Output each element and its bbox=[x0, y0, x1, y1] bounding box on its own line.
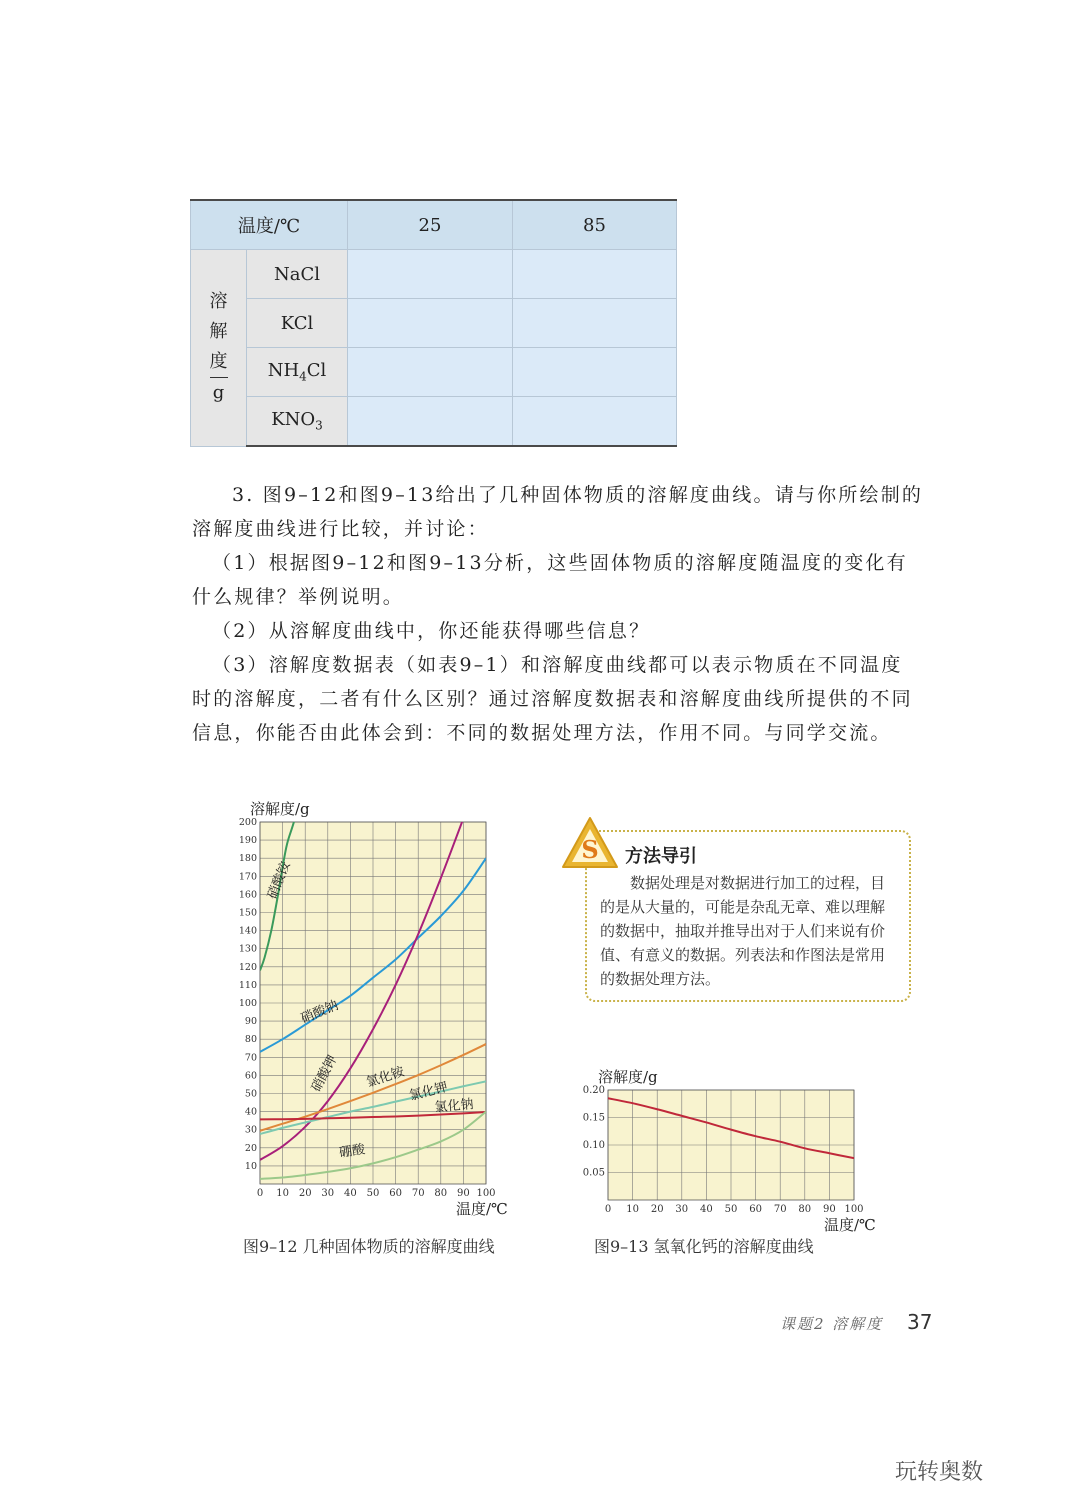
x-tick-label: 80 bbox=[434, 1188, 448, 1199]
q3-line: 时的溶解度，二者有什么区别？通过溶解度数据表和溶解度曲线所提供的不同 bbox=[192, 688, 913, 710]
header-85: 85 bbox=[513, 200, 677, 250]
x-tick-label: 50 bbox=[366, 1188, 380, 1199]
series-label: 硝酸铵 bbox=[265, 859, 294, 902]
series-label: 氯化钠 bbox=[433, 1097, 475, 1116]
x-tick-label: 0 bbox=[256, 1188, 264, 1199]
row-kcl: KCl bbox=[247, 299, 348, 348]
header-25: 25 bbox=[348, 200, 513, 250]
footer-lesson: 课题2 溶解度 bbox=[780, 1315, 884, 1333]
row-nacl: NaCl bbox=[247, 250, 348, 299]
x-tick-label: 40 bbox=[700, 1204, 713, 1215]
y-tick-label: 30 bbox=[244, 1124, 257, 1136]
x-tick-label: 40 bbox=[344, 1188, 357, 1199]
label-char: 度 bbox=[210, 347, 228, 378]
x-axis-label: 温度/℃ bbox=[456, 1200, 508, 1218]
cell-empty bbox=[348, 348, 513, 397]
intro-line: 3. 图9–12和图9–13给出了几种固体物质的溶解度曲线。请与你所绘制的 bbox=[232, 484, 924, 506]
y-tick-label: 60 bbox=[244, 1070, 257, 1082]
x-tick-label: 30 bbox=[675, 1204, 689, 1215]
solubility-table bbox=[190, 199, 677, 447]
y-tick-label: 120 bbox=[238, 961, 257, 973]
x-tick-label: 10 bbox=[276, 1188, 289, 1199]
tip-title: 方法导引 bbox=[625, 846, 697, 867]
y-tick-label: 190 bbox=[238, 835, 257, 847]
y-tick-label: 40 bbox=[244, 1106, 257, 1118]
series-label: 硝酸钠 bbox=[298, 998, 341, 1027]
calcium-hydroxide-chart bbox=[578, 1060, 878, 1234]
q2-line: （2）从溶解度曲线中，你还能获得哪些信息？ bbox=[212, 620, 651, 642]
cell-empty bbox=[513, 250, 677, 299]
cell-empty bbox=[513, 397, 677, 447]
solubility-label bbox=[191, 250, 247, 447]
y-tick-label: 110 bbox=[238, 979, 257, 991]
x-tick-label: 70 bbox=[773, 1204, 787, 1215]
x-tick-label: 90 bbox=[823, 1204, 836, 1215]
x-tick-label: 10 bbox=[626, 1204, 639, 1215]
label-char: 溶 bbox=[209, 291, 228, 313]
y-tick-label: 200 bbox=[238, 817, 257, 828]
x-axis-label: 温度/℃ bbox=[824, 1216, 876, 1234]
y-tick-label: 10 bbox=[244, 1160, 257, 1172]
svg-text:S: S bbox=[581, 835, 599, 864]
y-tick-label: 140 bbox=[238, 925, 257, 937]
x-tick-label: 20 bbox=[650, 1204, 664, 1215]
y-tick-label: 130 bbox=[238, 943, 257, 955]
cell-empty bbox=[513, 299, 677, 348]
x-tick-label: 100 bbox=[476, 1188, 496, 1199]
y-tick-label: 180 bbox=[238, 853, 257, 865]
row-nh4cl: $NH_4Cl$ bbox=[247, 348, 348, 397]
y-tick-label: 0.20 bbox=[582, 1085, 605, 1096]
grid bbox=[260, 822, 486, 1184]
figure-caption-9-12: 图9–12 几种固体物质的溶解度曲线 bbox=[243, 1237, 495, 1256]
x-tick-label: 70 bbox=[411, 1188, 425, 1199]
cell-empty bbox=[348, 397, 513, 447]
question-text bbox=[192, 478, 932, 750]
y-tick-label: 160 bbox=[238, 889, 257, 901]
q1-line: 什么规律？举例说明。 bbox=[192, 586, 405, 608]
x-tick-label: 60 bbox=[389, 1188, 402, 1199]
x-tick-label: 50 bbox=[724, 1204, 738, 1215]
cell-empty bbox=[348, 250, 513, 299]
y-tick-label: 0.10 bbox=[582, 1140, 605, 1151]
y-tick-label: 150 bbox=[238, 907, 257, 919]
x-tick-label: 60 bbox=[749, 1204, 762, 1215]
series-label: 氯化钾 bbox=[407, 1079, 450, 1104]
intro-line: 溶解度曲线进行比较，并讨论： bbox=[192, 518, 489, 540]
x-tick-label: 90 bbox=[457, 1188, 470, 1199]
y-tick-label: 0.15 bbox=[582, 1112, 605, 1124]
watermark-text: 玩转奥数 bbox=[895, 1460, 984, 1485]
x-tick-label: 0 bbox=[604, 1204, 612, 1215]
x-tick-label: 30 bbox=[321, 1188, 335, 1199]
y-tick-label: 20 bbox=[244, 1142, 257, 1154]
q3-line: （3）溶解度数据表（如表9–1）和溶解度曲线都可以表示物质在不同温度 bbox=[212, 654, 903, 676]
y-tick-label: 80 bbox=[244, 1034, 257, 1046]
x-tick-label: 100 bbox=[844, 1204, 864, 1215]
tip-body: 数据处理是对数据进行加工的过程，目的是从大量的，可能是杂乱无章、难以理解的数据中，抽取并推导出对于人们来说有价值、有意义的数据。列表法和作图法是常用的数据处理方法。 bbox=[600, 874, 886, 988]
header-temperature: 温度/℃ bbox=[191, 200, 348, 250]
solubility-chart bbox=[230, 790, 520, 1220]
x-tick-label: 80 bbox=[798, 1204, 812, 1215]
series-label: 氯化铵 bbox=[364, 1064, 407, 1091]
y-axis-label: 溶解度/g bbox=[250, 800, 310, 818]
cell-empty bbox=[513, 348, 677, 397]
label-char: 解 bbox=[209, 321, 228, 343]
tip-icon bbox=[560, 815, 620, 871]
y-tick-label: 50 bbox=[244, 1088, 257, 1100]
y-tick-label: 100 bbox=[238, 998, 257, 1009]
y-tick-label: 170 bbox=[238, 871, 257, 883]
y-tick-label: 90 bbox=[244, 1016, 257, 1028]
label-char: g bbox=[212, 382, 225, 404]
page-number: 37 bbox=[907, 1310, 933, 1334]
figure-caption-9-13: 图9–13 氢氧化钙的溶解度曲线 bbox=[594, 1237, 814, 1256]
y-tick-label: 70 bbox=[244, 1052, 257, 1064]
series-label: 硝酸钾 bbox=[308, 1053, 341, 1095]
q1-line: （1）根据图9–12和图9–13分析，这些固体物质的溶解度随温度的变化有 bbox=[212, 552, 908, 574]
y-axis-label: 溶解度/g bbox=[598, 1068, 658, 1086]
q3-line: 信息，你能否由此体会到：不同的数据处理方法，作用不同。与同学交流。 bbox=[192, 722, 892, 744]
series-label: 硼酸 bbox=[338, 1142, 367, 1161]
cell-empty bbox=[348, 299, 513, 348]
y-tick-label: 0.05 bbox=[582, 1167, 605, 1179]
x-tick-label: 20 bbox=[298, 1188, 312, 1199]
row-kno3: $KNO_3$ bbox=[247, 397, 348, 447]
